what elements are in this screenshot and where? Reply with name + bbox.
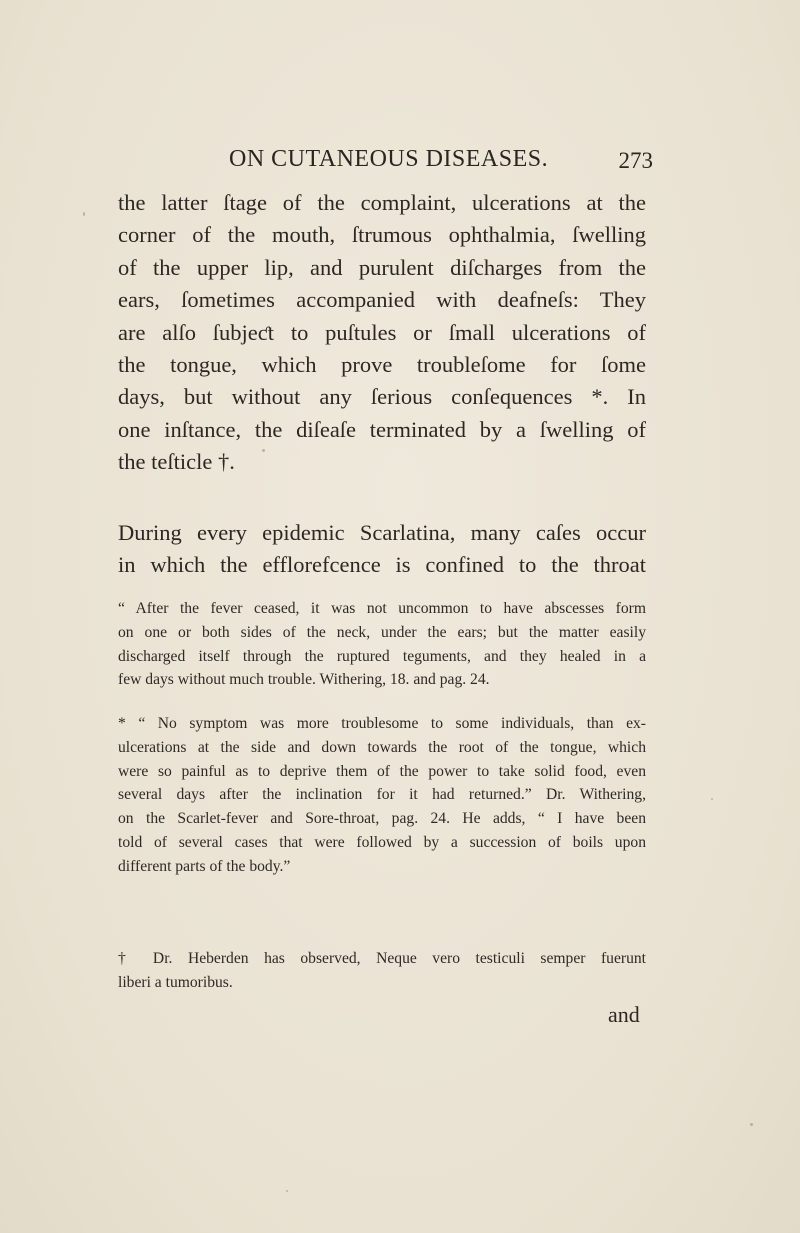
footnote-line: † Dr. Heberden has observed, Neque vero testiculi semper fuerunt <box>118 950 646 967</box>
paper-fleck <box>262 449 265 452</box>
footnote-abscesses <box>118 597 646 692</box>
footnote-line: different parts of the body.” <box>118 857 291 875</box>
paragraph-2 <box>118 517 646 582</box>
footnote-line: told of several cases that were followed by a succession of boils upon <box>118 833 646 851</box>
footnote-dagger <box>118 947 646 995</box>
footnote-asterisk <box>118 712 646 879</box>
paragraph-1 <box>118 187 646 479</box>
text-line: are alſo ſubjeƈt to puſtules or ſmall ulcerations of <box>118 319 646 345</box>
text-line: of the upper lip, and purulent diſcharges from the <box>118 254 646 280</box>
text-line: the latter ſtage of the complaint, ulcerations at the <box>118 190 646 215</box>
footnote-line: liberi a tumoribus. <box>118 973 233 991</box>
footnote-line: “ After the fever ceased, it was not uncommon to have abscesses form <box>118 600 646 617</box>
text-line: one inſtance, the diſeaſe terminated by a ſwelling of <box>118 416 646 442</box>
footnote-line: few days without much trouble. Withering, 18. and pag. 24. <box>118 671 490 689</box>
text-line: corner of the mouth, ſtrumous ophthalmia, ſwelling <box>118 222 646 248</box>
text-line: in which the efflorefcence is confined to the throat <box>118 552 646 578</box>
running-head: ON CUTANEOUS DISEASES. <box>229 146 549 172</box>
page-number: 273 <box>618 148 653 173</box>
footnote-line: on the Scarlet-fever and Sore-throat, pag. 24. He adds, “ I have been <box>118 810 646 828</box>
footnote-line: were so painful as to deprive them of the power to take solid food, even <box>118 762 646 780</box>
paper-fleck <box>750 1123 753 1126</box>
footnote-line: * “ No symptom was more troublesome to some individuals, than ex- <box>118 715 646 732</box>
paper-fleck <box>83 212 85 216</box>
footnote-line: on one or both sides of the neck, under the ears; but the matter easily <box>118 623 646 641</box>
text-line: the tongue, which prove troubleſome for ſome <box>118 352 646 378</box>
catchword: and <box>608 1002 640 1027</box>
text-line: During every epidemic Scarlatina, many caſes occur <box>118 520 646 545</box>
footnote-line: discharged itself through the ruptured teguments, and they healed in a <box>118 647 646 665</box>
footnote-line: ulcerations at the side and down towards the root of the tongue, which <box>118 738 646 756</box>
text-line: the teſticle †. <box>118 449 235 475</box>
paper-fleck <box>286 1190 288 1192</box>
text-line: days, but without any ſerious conſequences *. In <box>118 384 646 410</box>
paper-fleck <box>711 798 713 800</box>
text-line: ears, ſometimes accompanied with deafneſs: They <box>118 287 646 313</box>
page-header <box>118 146 653 176</box>
footnote-line: several days after the inclination for it had returned.” Dr. Withering, <box>118 786 646 804</box>
